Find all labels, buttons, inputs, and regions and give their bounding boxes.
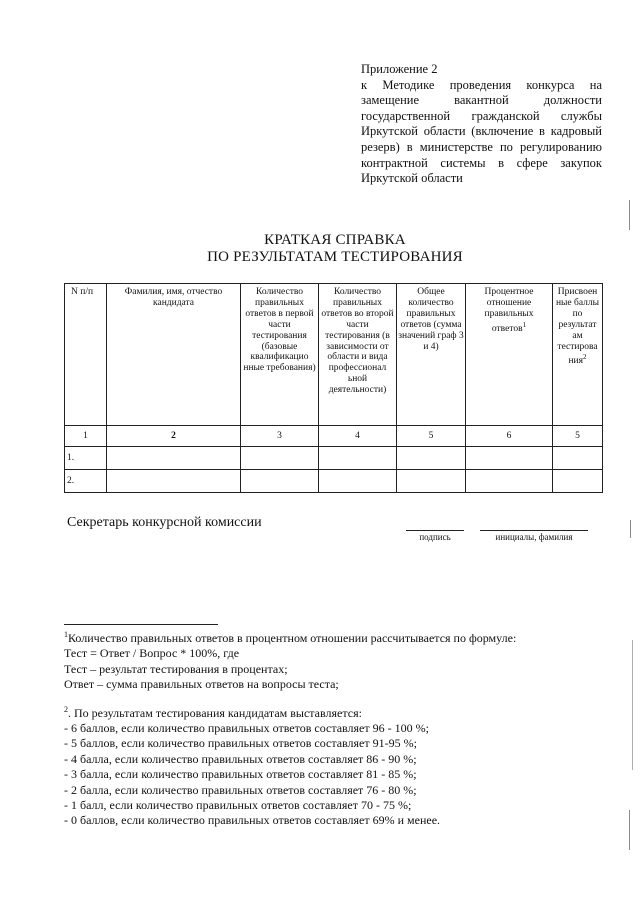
table-row <box>65 470 603 493</box>
footnote-line: - 4 балла, если количество правильных ответов составляет 86 - 90 %; <box>64 751 417 766</box>
footnote-line: Ответ – сумма правильных ответов на вопросы теста; <box>64 677 339 692</box>
header-cell <box>553 284 603 426</box>
column-number: 5 <box>553 426 603 447</box>
table-cell <box>466 447 553 470</box>
footnote-divider <box>64 624 218 625</box>
header-cell: Общее количество правильных ответов (сумма значений граф 3 и 4) <box>397 284 466 426</box>
document-title <box>150 232 520 266</box>
header-text: Присвоен ные баллы по результат ам тестирова ния <box>555 287 600 367</box>
name-line <box>480 530 588 531</box>
header-cell: N п/п <box>65 284 107 426</box>
header-text: Процентное отношение правильных ответов <box>484 287 534 334</box>
footnote-ref: 1 <box>522 320 527 329</box>
appendix-line: государственной гражданской службы <box>361 108 602 123</box>
table-cell <box>241 447 319 470</box>
table-cell <box>466 470 553 493</box>
appendix-line: контрактной системы в сфере закупок <box>361 155 602 170</box>
title-line-1: КРАТКАЯ СПРАВКА <box>264 232 406 248</box>
footnote-line: Тест = Ответ / Вопрос * 100%, где <box>64 646 240 661</box>
footnote-line <box>64 706 604 721</box>
appendix-line: резерв) в министерстве по регулированию <box>361 139 602 154</box>
title-line-2: ПО РЕЗУЛЬТАТАМ ТЕСТИРОВАНИЯ <box>207 249 463 265</box>
name-caption: инициалы, фамилия <box>495 532 573 542</box>
table-cell: 2. <box>65 470 107 493</box>
footnote-line <box>64 631 604 646</box>
footnote-mark: 2 <box>64 704 68 714</box>
footnotes <box>64 631 604 829</box>
scan-artifact <box>629 200 630 230</box>
appendix-line: Иркутской области (включение в кадровый <box>361 124 602 139</box>
appendix-line: к Методике проведения конкурса на <box>361 77 602 92</box>
appendix-line: Иркутской области <box>361 171 463 186</box>
table-cell <box>241 470 319 493</box>
results-table <box>64 283 603 493</box>
appendix-title: Приложение 2 <box>361 62 438 76</box>
table-header-row <box>65 284 603 426</box>
footnote-line: - 5 баллов, если количество правильных ответов составляет 91-95 %; <box>64 736 417 751</box>
footnote-line: - 2 балла, если количество правильных ответов составляет 76 - 80 %; <box>64 782 417 797</box>
signature-caption: подпись <box>419 532 451 542</box>
appendix-line: замещение вакантной должности <box>361 93 602 108</box>
column-number: 2 <box>107 426 241 447</box>
table-row <box>65 447 603 470</box>
footnote-line: - 0 баллов, если количество правильных ответов составляет 69% и менее. <box>64 813 441 828</box>
appendix-block <box>361 62 602 187</box>
scan-artifact <box>630 520 631 538</box>
column-number: 6 <box>466 426 553 447</box>
header-cell: Количество правильных ответов в первой части тестирования (базовые квалификацио нные требования) <box>241 284 319 426</box>
footnote-line: - 1 балл, если количество правильных ответов составляет 70 - 75 %; <box>64 798 412 813</box>
footnote-line: - 3 балла, если количество правильных ответов составляет 81 - 85 %; <box>64 767 417 782</box>
scan-artifact <box>629 810 630 850</box>
header-cell <box>466 284 553 426</box>
footnote-text: Количество правильных ответов в процентном отношении рассчитывается по формуле: <box>68 631 517 645</box>
table-cell <box>397 447 466 470</box>
footnote-text: . По результатам тестирования кандидатам выставляется: <box>68 705 362 720</box>
scan-artifact <box>632 640 633 770</box>
table-cell <box>107 470 241 493</box>
footnote-line: Тест – результат тестирования в процентах; <box>64 661 288 676</box>
table-cell <box>553 470 603 493</box>
secretary-label: Секретарь конкурсной комиссии <box>67 515 262 530</box>
table-cell <box>319 447 397 470</box>
table-cell <box>107 447 241 470</box>
table-cell: 1. <box>65 447 107 470</box>
header-cell: Количество правильных ответов во второй части тестирования (в зависимости от области и вида профессионал ьной деятельности) <box>319 284 397 426</box>
column-number: 5 <box>397 426 466 447</box>
table-cell <box>319 470 397 493</box>
footnote-mark: 1 <box>64 630 68 639</box>
header-cell: Фамилия, имя, отчество кандидата <box>107 284 241 426</box>
column-number-row <box>65 426 603 447</box>
column-number: 1 <box>65 426 107 447</box>
table-cell <box>397 470 466 493</box>
signature-line <box>406 530 464 531</box>
footnote-line: - 6 баллов, если количество правильных ответов составляет 96 - 100 %; <box>64 721 429 736</box>
table-cell <box>553 447 603 470</box>
footnote-ref: 2 <box>583 353 587 362</box>
column-number: 3 <box>241 426 319 447</box>
column-number: 4 <box>319 426 397 447</box>
